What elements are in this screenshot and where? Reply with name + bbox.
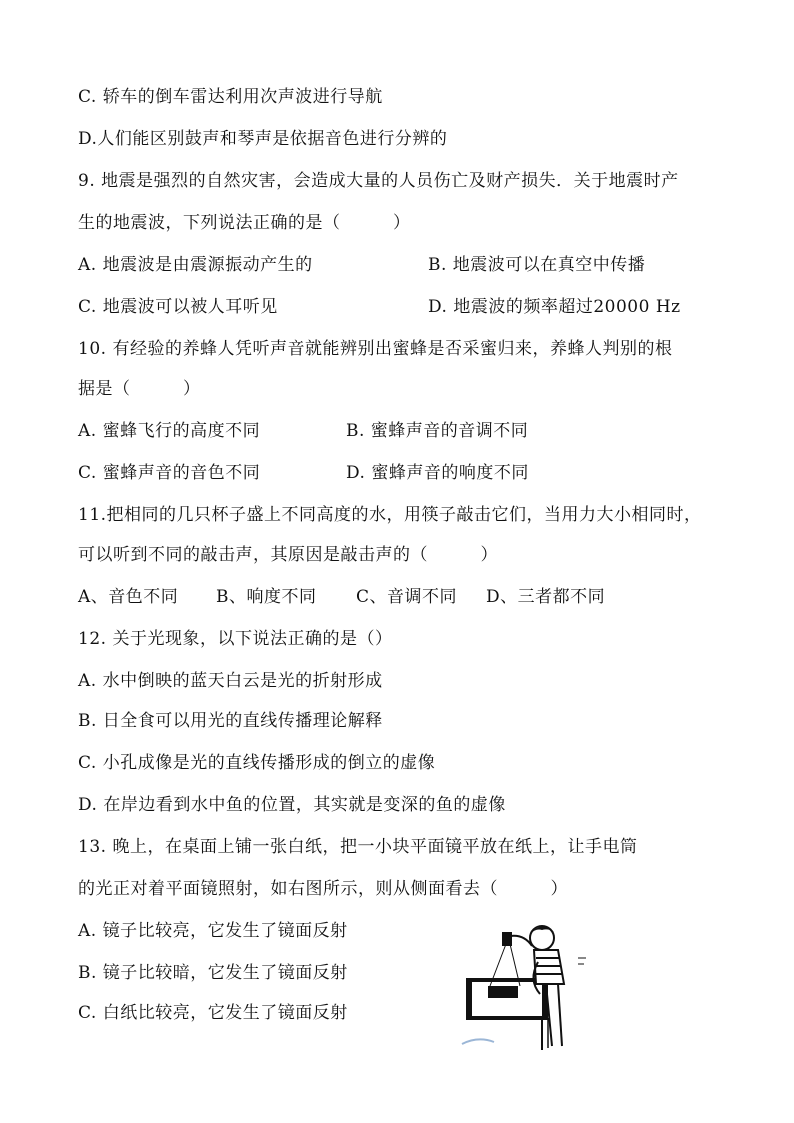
q13-option-c: C. 白纸比较亮，它发生了镜面反射 [78,1003,348,1023]
q13-option-a: A. 镜子比较亮，它发生了镜面反射 [78,921,348,941]
q9-option-c: C. 地震波可以被人耳听见 [78,297,278,317]
q11-stem-line2: 可以听到不同的敲击声，其原因是敲击声的（ ） [78,545,498,565]
q9-option-b: B. 地震波可以在真空中传播 [428,255,646,275]
q11-option-d: D、三者都不同 [486,587,606,607]
q8-option-c: C. 轿车的倒车雷达利用次声波进行导航 [78,87,383,107]
q12-option-c: C. 小孔成像是光的直线传播形成的倒立的虚像 [78,753,436,773]
q11-option-a: A、音色不同 [78,587,179,607]
q11-stem-line1: 11.把相同的几只杯子盛上不同高度的水，用筷子敲击它们，当用力大小相同时， [78,505,702,525]
q10-stem-line2: 据是（ ） [78,379,201,399]
q11-option-c: C、音调不同 [356,587,458,607]
q11-option-b: B、响度不同 [216,587,317,607]
q9-option-a: A. 地震波是由震源振动产生的 [78,255,313,275]
q13-stem-line1: 13. 晚上，在桌面上铺一张白纸，把一小块平面镜平放在纸上，让手电筒 [78,837,638,857]
q13-option-b: B. 镜子比较暗，它发生了镜面反射 [78,963,348,983]
q9-option-d: D. 地震波的频率超过20000 Hz [428,297,681,317]
q10-option-d: D. 蜜蜂声音的响度不同 [346,463,529,483]
person-with-flashlight-icon [458,918,608,1058]
q9-stem-line1: 9. 地震是强烈的自然灾害，会造成大量的人员伤亡及财产损失．关于地震时产 [78,171,679,191]
q10-stem-line1: 10. 有经验的养蜂人凭听声音就能辨别出蜜蜂是否采蜜归来，养蜂人判别的根 [78,339,673,359]
q12-stem: 12. 关于光现象，以下说法正确的是（） [78,629,393,649]
q10-option-b: B. 蜜蜂声音的音调不同 [346,421,529,441]
q8-option-d: D.人们能区别鼓声和琴声是依据音色进行分辨的 [78,129,448,149]
q12-option-d: D. 在岸边看到水中鱼的位置，其实就是变深的鱼的虚像 [78,795,506,815]
flashlight-mirror-figure [458,918,608,1058]
q10-option-a: A. 蜜蜂飞行的高度不同 [78,421,261,441]
q12-option-b: B. 日全食可以用光的直线传播理论解释 [78,711,383,731]
q13-stem-line2: 的光正对着平面镜照射，如右图所示，则从侧面看去（ ） [78,879,568,899]
q10-option-c: C. 蜜蜂声音的音色不同 [78,463,261,483]
q12-option-a: A. 水中倒映的蓝天白云是光的折射形成 [78,671,383,691]
q9-stem-line2: 生的地震波，下列说法正确的是（ ） [78,213,411,233]
